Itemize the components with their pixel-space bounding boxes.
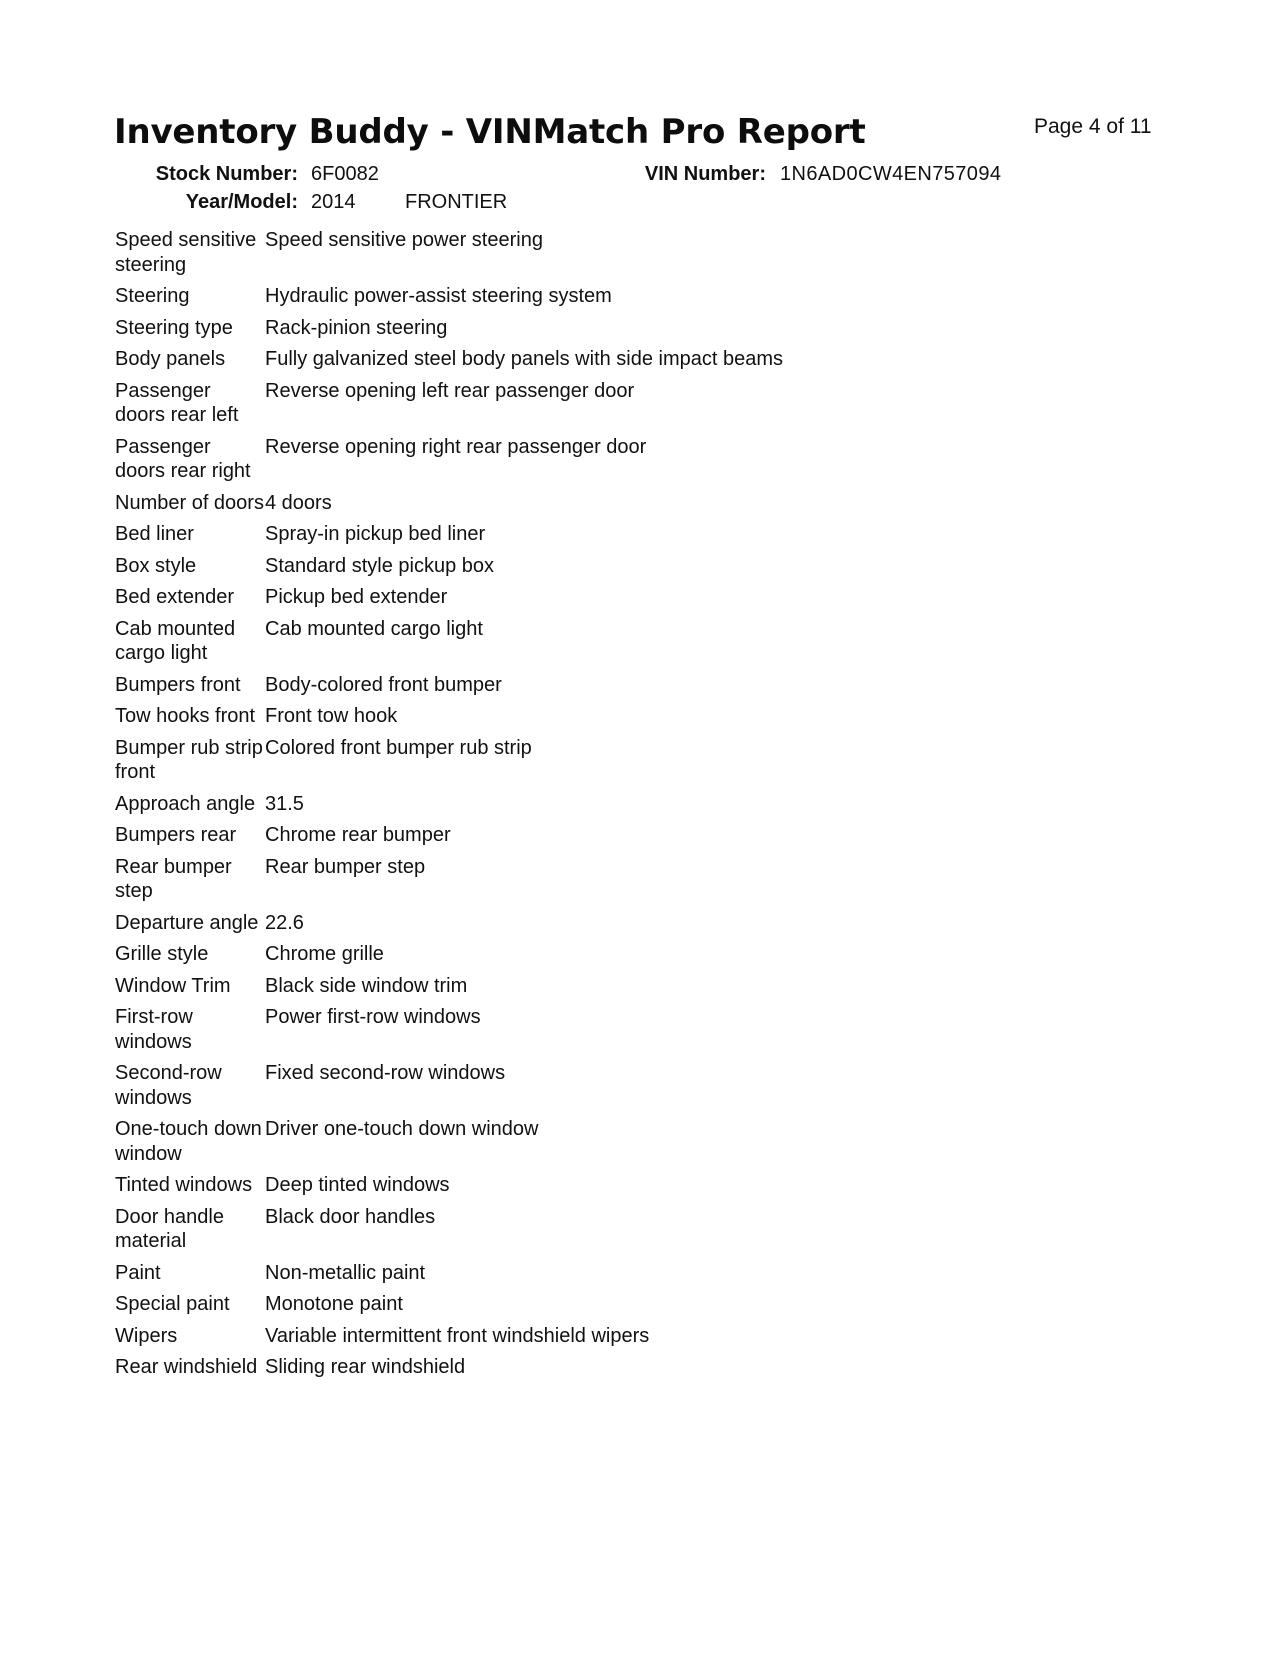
spec-row [115, 585, 1115, 617]
spec-value: Reverse opening right rear passenger door [265, 435, 647, 458]
spec-name: Passenger doors rear left [115, 379, 239, 426]
spec-name: Bed extender [115, 586, 234, 608]
spec-value: Driver one-touch down window [265, 1118, 539, 1140]
spec-name: Approach angle [115, 792, 256, 815]
spec-value: Cab mounted cargo light [265, 617, 483, 640]
spec-name: Speed sensitive steering [115, 229, 257, 276]
spec-name: First-row windows [115, 1006, 193, 1053]
spec-value: Black door handles [265, 1205, 436, 1228]
spec-row [115, 284, 1115, 316]
spec-value: Power first-row windows [265, 1006, 481, 1028]
spec-row [115, 1355, 1115, 1387]
spec-value: Monotone paint [265, 1293, 403, 1315]
spec-row [115, 855, 1115, 911]
spec-name: Bumpers front [115, 673, 241, 696]
spec-value: Fixed second-row windows [265, 1062, 506, 1084]
spec-row [115, 1292, 1115, 1324]
spec-row [115, 1173, 1115, 1205]
spec-name: Departure angle [115, 911, 259, 934]
spec-value: Chrome grille [265, 943, 384, 965]
spec-value: Deep tinted windows [265, 1174, 450, 1196]
spec-row [115, 347, 1115, 379]
spec-name: Tinted windows [115, 1174, 253, 1196]
spec-row [115, 704, 1115, 736]
spec-name: Door handle material [115, 1205, 224, 1252]
spec-name: Bumper rub strip front [115, 736, 263, 783]
spec-name: Steering [115, 285, 190, 307]
spec-name: Steering type [115, 316, 233, 339]
spec-row [115, 911, 1115, 943]
spec-row [115, 673, 1115, 705]
spec-value: Hydraulic power-assist steering system [265, 285, 612, 307]
spec-name: Bed liner [115, 523, 194, 545]
spec-value: Body-colored front bumper [265, 673, 502, 696]
spec-value: Variable intermittent front windshield wipers [265, 1324, 650, 1347]
spec-name: Grille style [115, 943, 209, 965]
spec-name: Paint [115, 1261, 161, 1284]
spec-row [115, 554, 1115, 586]
spec-name: Special paint [115, 1293, 230, 1315]
spec-row [115, 942, 1115, 974]
spec-value: Spray-in pickup bed liner [265, 523, 486, 545]
spec-value: Colored front bumper rub strip [265, 736, 532, 759]
vin-number-label: VIN Number: [644, 163, 766, 185]
spec-value: Black side window trim [265, 974, 468, 997]
spec-row [115, 792, 1115, 824]
spec-row [115, 228, 1115, 284]
spec-row [115, 491, 1115, 523]
spec-row [115, 435, 1115, 491]
spec-value: Pickup bed extender [265, 586, 448, 608]
spec-row [115, 1261, 1115, 1293]
spec-value: Standard style pickup box [265, 554, 495, 577]
spec-name: Tow hooks front [115, 705, 256, 727]
spec-value: 31.5 [265, 792, 304, 815]
page-title: Inventory Buddy - VINMatch Pro Report [114, 112, 866, 152]
spec-value: Rack-pinion steering [265, 316, 448, 339]
spec-name: Body panels [115, 348, 226, 370]
spec-value: Fully galvanized steel body panels with side impact beams [265, 348, 784, 370]
year-model-label: Year/Model: [185, 191, 298, 213]
spec-row [115, 1117, 1115, 1173]
spec-name: Bumpers rear [115, 824, 237, 846]
vin-number-value: 1N6AD0CW4EN757094 [780, 163, 1002, 185]
spec-name: Rear bumper step [115, 855, 232, 902]
spec-row [115, 379, 1115, 435]
spec-row [115, 823, 1115, 855]
stock-number-label: Stock Number: [155, 163, 298, 185]
spec-value: Speed sensitive power steering [265, 229, 543, 251]
stock-number-value: 6F0082 [311, 163, 379, 185]
spec-row [115, 617, 1115, 673]
spec-row [115, 736, 1115, 792]
spec-row [115, 1324, 1115, 1356]
spec-name: Number of doors [115, 491, 264, 514]
spec-value: Sliding rear windshield [265, 1356, 466, 1378]
model-value: FRONTIER [405, 191, 508, 213]
spec-name: Rear windshield [115, 1356, 258, 1378]
spec-value: 22.6 [265, 911, 304, 934]
spec-value: 4 doors [265, 491, 332, 514]
year-value: 2014 [311, 191, 356, 213]
spec-value: Front tow hook [265, 705, 398, 727]
spec-value: Chrome rear bumper [265, 824, 451, 846]
spec-name: Passenger doors rear right [115, 435, 251, 482]
spec-name: Window Trim [115, 974, 231, 997]
spec-row [115, 316, 1115, 348]
page-number: Page 4 of 11 [1034, 115, 1152, 138]
spec-row [115, 1061, 1115, 1117]
spec-name: Box style [115, 554, 197, 577]
spec-row [115, 974, 1115, 1006]
spec-row [115, 522, 1115, 554]
spec-value: Rear bumper step [265, 855, 426, 878]
spec-row [115, 1205, 1115, 1261]
spec-name: One-touch down window [115, 1118, 262, 1165]
spec-value: Non-metallic paint [265, 1261, 426, 1284]
spec-name: Second-row windows [115, 1062, 222, 1109]
spec-table [115, 228, 1115, 1387]
spec-name: Cab mounted cargo light [115, 617, 236, 664]
spec-value: Reverse opening left rear passenger door [265, 379, 635, 402]
spec-row [115, 1005, 1115, 1061]
spec-name: Wipers [115, 1324, 178, 1347]
